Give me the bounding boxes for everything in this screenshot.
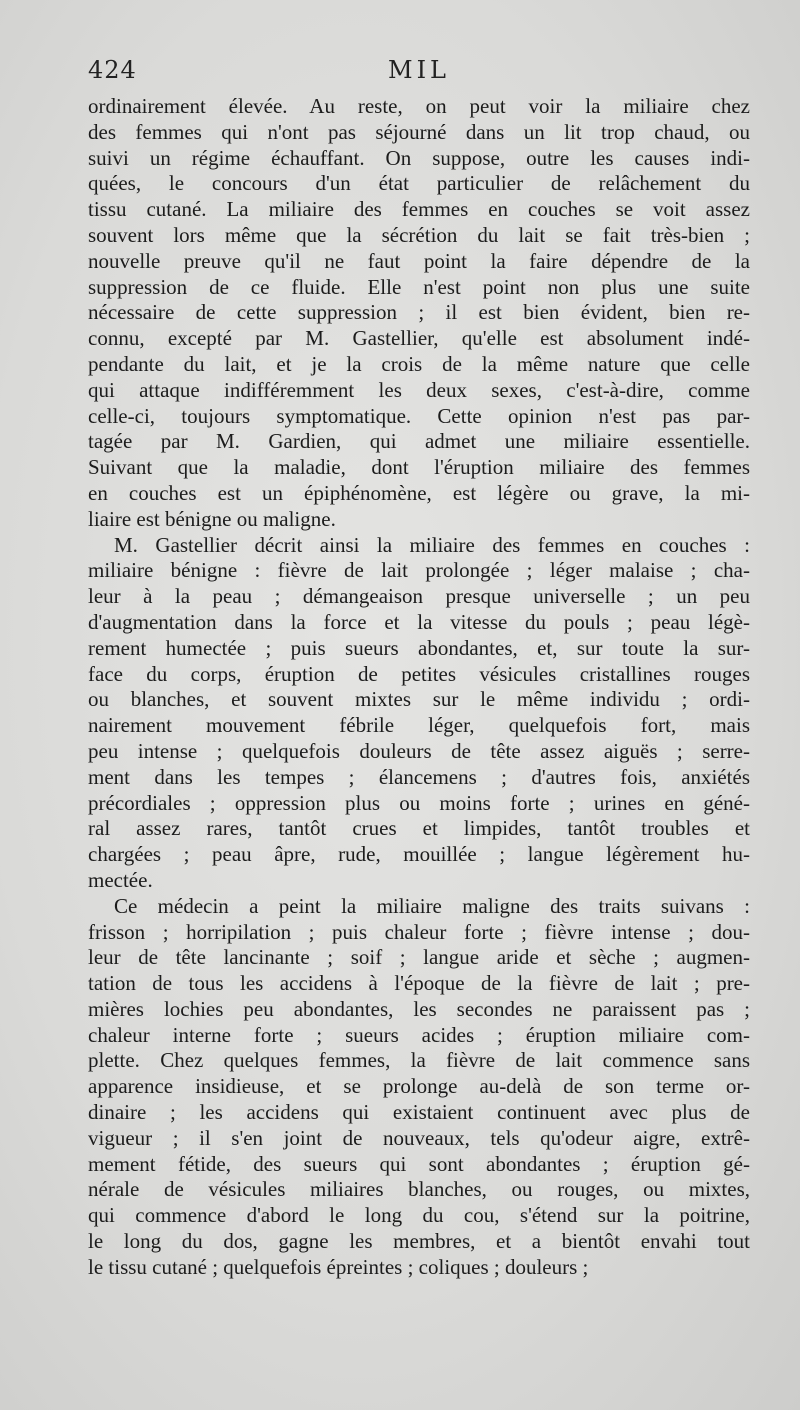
text-line: leur de tête lancinante ; soif ; langue aride et sèche ; augmen-	[88, 945, 750, 970]
text-line: nairement mouvement fébrile léger, quelquefois fort, mais	[88, 713, 750, 738]
text-line: tissu cutané. La miliaire des femmes en couches se voit assez	[88, 197, 750, 222]
text-line: souvent lors même que la sécrétion du lait se fait très-bien ;	[88, 222, 750, 247]
text-line: Ce médecin a peint la miliaire maligne des traits suivans :	[114, 893, 750, 918]
text-line: liaire est bénigne ou maligne.	[88, 506, 336, 531]
text-line: ment dans les tempes ; élancemens ; d'autres fois, anxiétés	[88, 764, 750, 789]
page-number: 424	[88, 56, 137, 84]
text-line: ou blanches, et souvent mixtes sur le même individu ; ordi-	[88, 687, 750, 712]
page-header	[88, 56, 750, 90]
text-line: connu, excepté par M. Gastellier, qu'elle est absolument indé-	[88, 326, 750, 351]
text-line: face du corps, éruption de petites vésicules cristallines rouges	[88, 661, 750, 686]
text-line: rement humectée ; puis sueurs abondantes, et, sur toute la sur-	[88, 635, 750, 660]
text-line: chargées ; peau âpre, rude, mouillée ; langue légèrement hu-	[88, 842, 750, 867]
text-line: M. Gastellier décrit ainsi la miliaire des femmes en couches :	[114, 532, 750, 557]
text-line: pendante du lait, et je la crois de la même nature que celle	[88, 351, 750, 376]
text-line: frisson ; horripilation ; puis chaleur forte ; fièvre intense ; dou-	[88, 919, 750, 944]
text-line: mectée.	[88, 867, 153, 892]
text-line: en couches est un épiphénomène, est légère ou grave, la mi-	[88, 480, 750, 505]
text-line: nécessaire de cette suppression ; il est bien évident, bien re-	[88, 300, 750, 325]
text-line: mement fétide, des sueurs qui sont abondantes ; éruption gé-	[88, 1151, 750, 1176]
text-line: ral assez rares, tantôt crues et limpides, tantôt troubles et	[88, 816, 750, 841]
text-line: plette. Chez quelques femmes, la fièvre de lait commence sans	[88, 1048, 750, 1073]
text-line: qui attaque indifféremment les deux sexes, c'est-à-dire, comme	[88, 377, 750, 402]
text-line: le tissu cutané ; quelquefois épreintes ; coliques ; douleurs ;	[88, 1254, 589, 1279]
running-head: MIL	[388, 56, 450, 84]
text-line: ordinairement élevée. Au reste, on peut voir la miliaire chez	[88, 94, 750, 118]
paragraph	[88, 533, 750, 894]
text-line: tation de tous les accidens à l'époque de la fièvre de lait ; pre-	[88, 971, 750, 996]
text-line: qui commence d'abord le long du cou, s'étend sur la poitrine,	[88, 1203, 750, 1228]
text-line: nouvelle preuve qu'il ne faut point la faire dépendre de la	[88, 248, 750, 273]
text-line: le long du dos, gagne les membres, et a bientôt envahi tout	[88, 1229, 750, 1254]
text-line: Suivant que la maladie, dont l'éruption miliaire des femmes	[88, 455, 750, 480]
text-line: celle-ci, toujours symptomatique. Cette opinion n'est pas par-	[88, 403, 750, 428]
text-line: apparence insidieuse, et se prolonge au-delà de son terme or-	[88, 1074, 750, 1099]
text-line: chaleur interne forte ; sueurs acides ; éruption miliaire com-	[88, 1022, 750, 1047]
text-line: des femmes qui n'ont pas séjourné dans un lit trop chaud, ou	[88, 119, 750, 144]
text-line: suivi un régime échauffant. On suppose, outre les causes indi-	[88, 145, 750, 170]
text-line: nérale de vésicules miliaires blanches, ou rouges, ou mixtes,	[88, 1177, 750, 1202]
text-line: peu intense ; quelquefois douleurs de tête assez aiguës ; serre-	[88, 738, 750, 763]
body-text	[88, 94, 750, 1281]
text-line: suppression de ce fluide. Elle n'est point non plus une suite	[88, 274, 750, 299]
paragraph	[88, 94, 750, 533]
text-line: vigueur ; il s'en joint de nouveaux, tels qu'odeur aigre, extrê-	[88, 1125, 750, 1150]
text-line: mières lochies peu abondantes, les secondes ne paraissent pas ;	[88, 996, 750, 1021]
text-line: miliaire bénigne : fièvre de lait prolongée ; léger malaise ; cha-	[88, 558, 750, 583]
text-line: précordiales ; oppression plus ou moins forte ; urines en géné-	[88, 790, 750, 815]
text-line: leur à la peau ; démangeaison presque universelle ; un peu	[88, 584, 750, 609]
text-line: quées, le concours d'un état particulier de relâchement du	[88, 171, 750, 196]
text-line: d'augmentation dans la force et la vitesse du pouls ; peau légè-	[88, 609, 750, 634]
text-line: dinaire ; les accidens qui existaient continuent avec plus de	[88, 1100, 750, 1125]
text-line: tagée par M. Gardien, qui admet une miliaire essentielle.	[88, 429, 750, 454]
paragraph	[88, 894, 750, 1281]
